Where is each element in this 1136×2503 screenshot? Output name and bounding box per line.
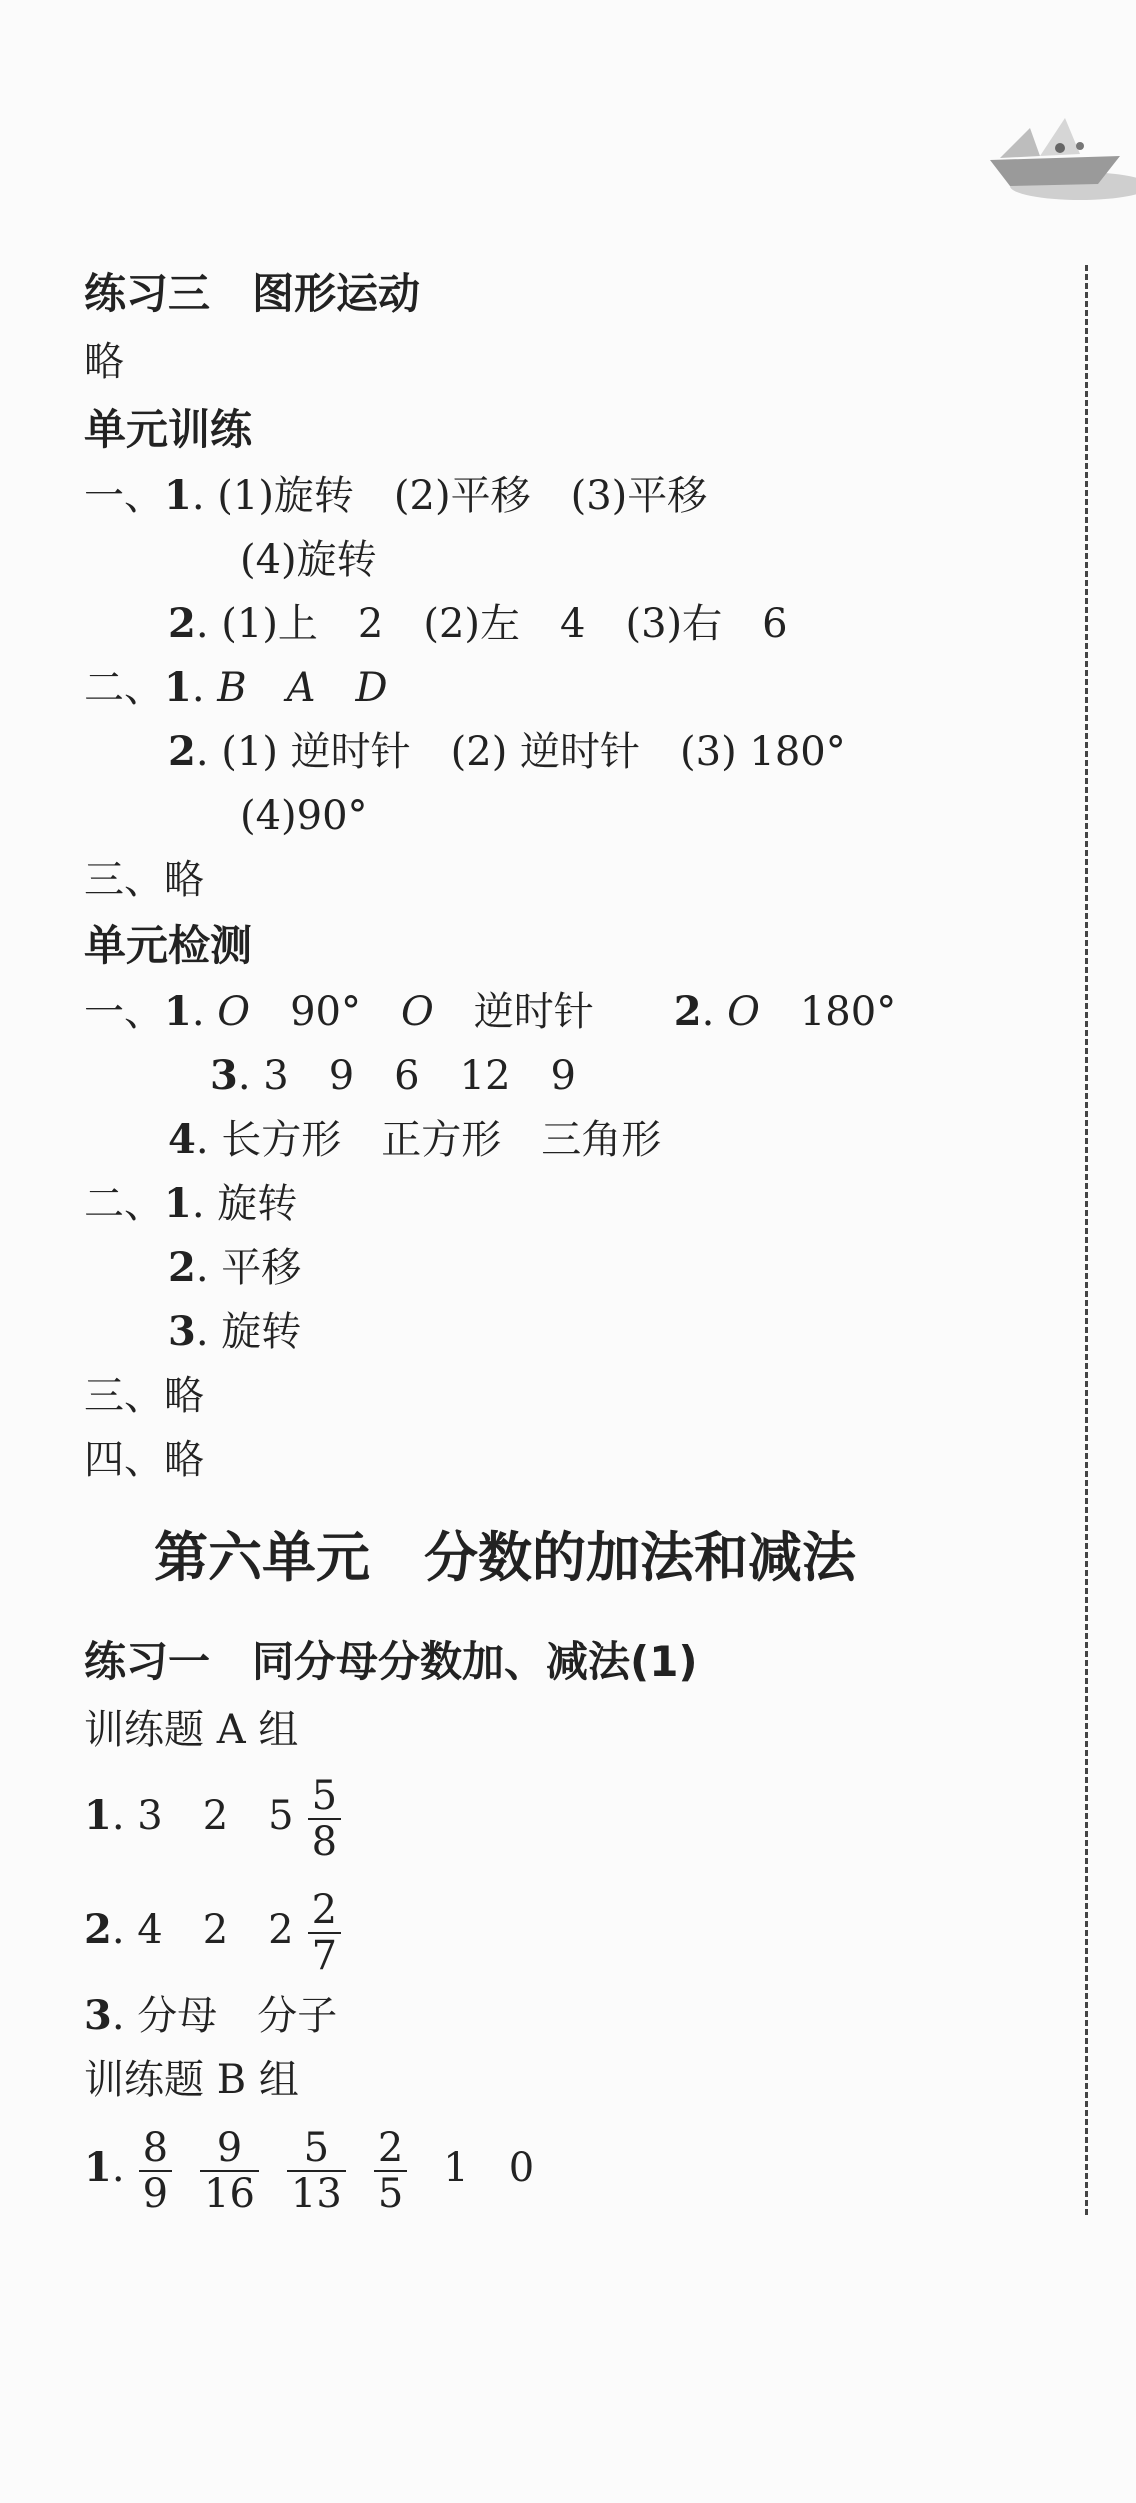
section-heading-unit-test: 单元检测 bbox=[84, 921, 253, 970]
answer-line bbox=[168, 1112, 661, 1168]
question-number: 1 bbox=[84, 2144, 112, 2191]
fraction bbox=[200, 2126, 259, 2216]
answer-text: 90° bbox=[250, 989, 401, 1035]
answer-line bbox=[168, 596, 788, 652]
answer-line bbox=[210, 1048, 576, 1104]
question-number: 1 bbox=[164, 664, 192, 711]
section-heading-figure-motion: 练习三 图形运动 bbox=[84, 269, 421, 318]
answer-text: O bbox=[727, 989, 760, 1035]
denominator: 16 bbox=[204, 2171, 255, 2217]
answer-text: . bbox=[191, 989, 218, 1035]
question-number: 3 bbox=[168, 1308, 196, 1355]
answer-text: 180° bbox=[759, 989, 897, 1035]
denominator: 9 bbox=[142, 2171, 169, 2217]
denominator: 7 bbox=[311, 1933, 338, 1979]
answer-line bbox=[84, 1766, 355, 1866]
answer-text: . bbox=[191, 665, 218, 711]
answer-line: 三、略 bbox=[84, 1373, 204, 1419]
answer-line: 四、略 bbox=[84, 1437, 204, 1483]
answer-text: . (1)旋转 (2)平移 (3)平移 bbox=[191, 473, 708, 519]
numerator: 2 bbox=[374, 2126, 407, 2172]
section-heading-exercise-one: 练习一 同分母分数加、减法(1) bbox=[84, 1637, 698, 1686]
question-number: 1 bbox=[164, 472, 192, 519]
answer-text: O bbox=[400, 989, 434, 1035]
numerator: 5 bbox=[308, 1774, 341, 1820]
dashed-cut-line bbox=[1085, 265, 1088, 2215]
answer-text: . bbox=[701, 989, 728, 1035]
answer-text: B A D bbox=[217, 665, 388, 711]
question-number: 3 bbox=[84, 1992, 112, 2039]
question-number: 4 bbox=[168, 1116, 196, 1163]
answer-line: 三、略 bbox=[84, 857, 204, 903]
answer-text: . 旋转 bbox=[191, 1181, 298, 1227]
answer-text: . 平移 bbox=[195, 1245, 302, 1291]
fraction bbox=[308, 1888, 341, 1978]
group-label: 训练题 A 组 bbox=[84, 1707, 299, 1753]
answer-line: (4)90° bbox=[240, 793, 368, 839]
question-number: 2 bbox=[168, 1244, 196, 1291]
part-label: 一、 bbox=[84, 473, 164, 519]
answer-text: . (1) 逆时针 (2) 逆时针 (3) 180° bbox=[195, 729, 846, 775]
question-number: 2 bbox=[168, 600, 196, 647]
part-label: 二、 bbox=[84, 1181, 164, 1227]
question-number: 1 bbox=[164, 1180, 192, 1227]
answer-text: . 分母 分子 bbox=[111, 1993, 338, 2039]
answer-line: 略 bbox=[84, 339, 124, 385]
question-number: 1 bbox=[164, 988, 192, 1035]
answer-text: . 4 2 2 bbox=[111, 1907, 294, 1953]
answer-text: . 3 2 5 bbox=[111, 1793, 294, 1839]
numerator: 8 bbox=[139, 2126, 172, 2172]
numerator: 9 bbox=[200, 2126, 259, 2172]
group-label: 训练题 B 组 bbox=[84, 2057, 299, 2103]
fraction bbox=[374, 2126, 407, 2216]
denominator: 5 bbox=[377, 2171, 404, 2217]
answer-line bbox=[84, 660, 388, 716]
question-number: 3 bbox=[210, 1052, 238, 1099]
answer-text: . (1)上 2 (2)左 4 (3)右 6 bbox=[195, 601, 788, 647]
fraction bbox=[287, 2126, 346, 2216]
part-label: 一、 bbox=[84, 989, 164, 1035]
question-number: 2 bbox=[168, 728, 196, 775]
answer-text: . 旋转 bbox=[195, 1309, 302, 1355]
answer-line bbox=[168, 1304, 301, 1360]
numerator: 5 bbox=[287, 2126, 346, 2172]
unit-title: 第六单元 分数的加法和减法 bbox=[154, 1526, 856, 1589]
question-number: 2 bbox=[673, 988, 702, 1035]
answer-text: . bbox=[111, 2145, 125, 2191]
answer-text: O bbox=[217, 989, 251, 1035]
answer-line bbox=[84, 1880, 355, 1980]
answer-line bbox=[84, 1176, 297, 1232]
answer-line: (4)旋转 bbox=[240, 537, 377, 583]
answer-text: . 3 9 6 12 9 bbox=[237, 1053, 576, 1099]
boat-illustration bbox=[970, 108, 1136, 208]
answer-line bbox=[168, 1240, 301, 1296]
section-heading-unit-training: 单元训练 bbox=[84, 405, 253, 454]
part-label: 二、 bbox=[84, 665, 164, 711]
question-number: 1 bbox=[84, 1792, 112, 1839]
question-number: 2 bbox=[84, 1906, 112, 1953]
answer-line bbox=[84, 2118, 534, 2218]
answer-line bbox=[84, 984, 896, 1040]
numerator: 2 bbox=[308, 1888, 341, 1934]
answer-text: 1 0 bbox=[443, 2145, 535, 2191]
fraction bbox=[139, 2126, 172, 2216]
denominator: 13 bbox=[290, 2171, 342, 2217]
fraction bbox=[308, 1774, 341, 1864]
denominator: 8 bbox=[311, 1819, 338, 1865]
answer-text: 逆时针 bbox=[433, 989, 674, 1035]
answer-line bbox=[84, 1988, 337, 2044]
answer-text: . 长方形 正方形 三角形 bbox=[195, 1117, 662, 1163]
answer-line bbox=[168, 724, 846, 780]
answer-line bbox=[84, 468, 707, 524]
